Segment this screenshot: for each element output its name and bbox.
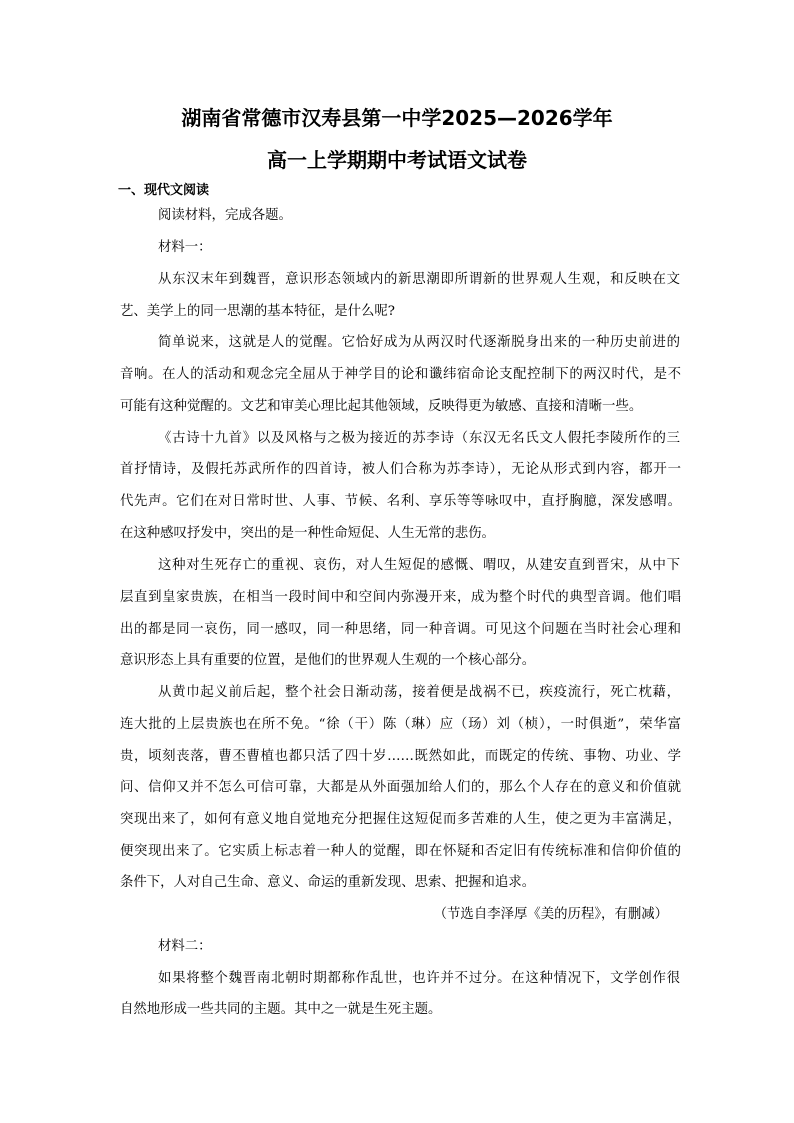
paragraph-line: 如果将整个魏晋南北朝时期都称作乱世，也许并不过分。在这种情况下，文学创作很 (158, 971, 680, 986)
paragraph-line: 简单说来，这就是人的觉醒。它恰好成为从两汉时代逐渐脱身出来的一种历史前进的 (158, 335, 680, 350)
source-citation: （节选自李泽厚《美的历程》，有删减） (433, 907, 668, 922)
material-2-label: 材料二： (158, 939, 212, 954)
paragraph-line: 连大批的上层贵族也在所不免。“徐（干）陈（琳）应（玚）刘（桢），一时俱逝”，荣华富 (120, 717, 681, 732)
paragraph-line: 首抒情诗，及假托苏武所作的四首诗，被人们合称为苏李诗），无论从形式到内容，都开一 (120, 462, 681, 477)
paragraph-line: 便突现出来了。它实质上标志着一种人的觉醒，即在怀疑和否定旧有传统标准和信仰价值的 (120, 844, 681, 859)
paragraph-line: 在这种感叹抒发中，突出的是一种性命短促、人生无常的悲伤。 (120, 526, 495, 541)
paragraph-line: 条件下，人对自己生命、意义、命运的重新发现、思索、把握和追求。 (120, 875, 536, 890)
paragraph-line: 从东汉末年到魏晋，意识形态领域内的新思潮即所谓新的世界观人生观，和反映在文 (158, 272, 680, 287)
paragraph-line: 问、信仰又并不怎么可信可靠，大都是从外面强加给人们的，那么个人存在的意义和价值就 (120, 780, 681, 795)
paragraph-line: 层直到皇家贵族，在相当一段时间中和空间内弥漫开来，成为整个时代的典型音调。他们唱 (120, 590, 681, 605)
exam-title-line-2: 高一上学期期中考试语文试卷 (267, 148, 527, 172)
paragraph-line: 音响。在人的活动和观念完全屈从于神学目的论和谶纬宿命论支配控制下的两汉时代，是不 (120, 367, 681, 382)
paragraph-line: 《古诗十九首》以及风格与之极为接近的苏李诗（东汉无名氏文人假托李陵所作的三 (158, 431, 680, 446)
paragraph-line: 突现出来了，如何有意义地自觉地充分把握住这短促而多苦难的人生，使之更为丰富满足， (120, 812, 681, 827)
paragraph-line: 贵，顷刻丧落，曹丕曹植也都只活了四十岁……既然如此，而既定的传统、事物、功业、学 (120, 749, 681, 764)
exam-title-line-1: 湖南省常德市汉寿县第一中学2025—2026学年 (181, 106, 613, 130)
material-1-label: 材料一： (158, 240, 212, 255)
section-heading: 一、现代文阅读 (118, 183, 210, 198)
paragraph-line: 代先声。它们在对日常时世、人事、节候、名利、享乐等等咏叹中，直抒胸臆，深发感喟。 (120, 494, 681, 509)
paragraph-line: 意识形态上具有重要的位置，是他们的世界观人生观的一个核心部分。 (120, 653, 536, 668)
paragraph-line: 从黄巾起义前后起，整个社会日渐动荡，接着便是战祸不已，疾疫流行，死亡枕藉， (158, 685, 680, 700)
paragraph-line: 出的都是同一哀伤，同一感叹，同一种思绪，同一种音调。可见这个问题在当时社会心理和 (120, 622, 681, 637)
instruction-text: 阅读材料，完成各题。 (158, 208, 292, 223)
paragraph-line: 可能有这种觉醒的。文艺和审美心理比起其他领域，反映得更为敏感、直接和清晰一些。 (120, 399, 643, 414)
paragraph-line: 艺、美学上的同一思潮的基本特征，是什么呢? (120, 304, 395, 319)
paragraph-line: 自然地形成一些共同的主题。其中之一就是生死主题。 (120, 1002, 442, 1017)
paragraph-line: 这种对生死存亡的重视、哀伤，对人生短促的感慨、喟叹，从建安直到晋宋，从中下 (158, 558, 680, 573)
